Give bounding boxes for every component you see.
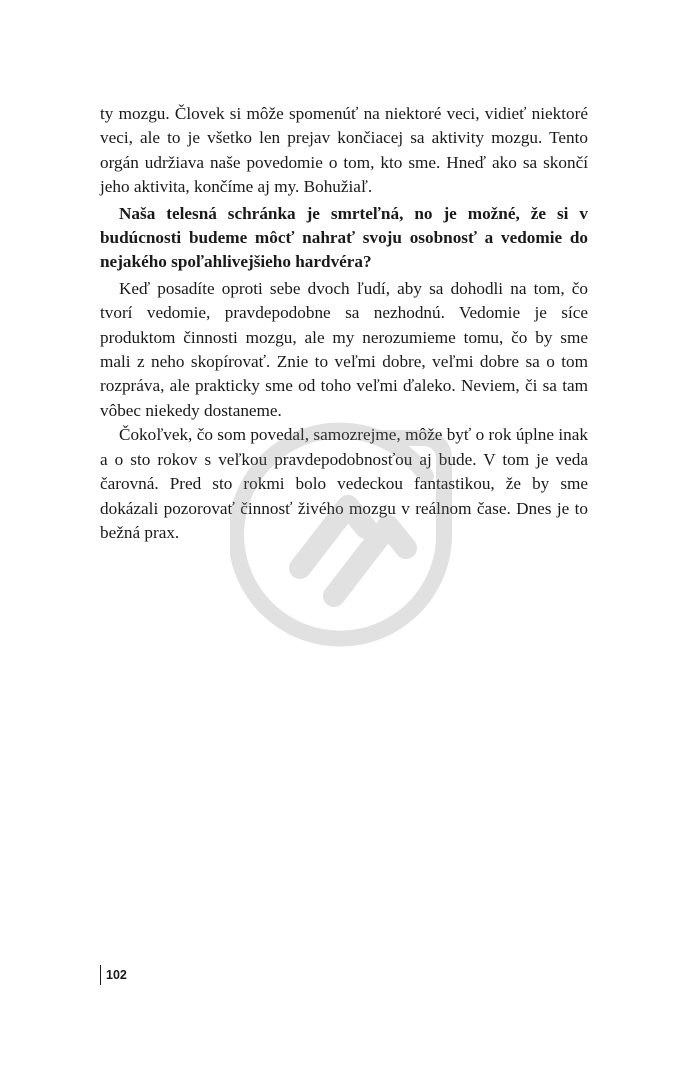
paragraph-answer-continued: Čokoľvek, čo som povedal, samozrejme, môže byť o rok úplne inak a o sto rokov s veľkou pravdepodobnosťou aj bude. V tom je veda čarovná. Pred sto rokmi bolo vedeckou fantastikou, že by sme dokázali pozorovať činnosť živého mozgu v reálnom čase. Dnes je to bežná prax. <box>100 425 588 542</box>
body-text <box>100 102 588 545</box>
interview-question: Naša telesná schránka je smrteľná, no je možné, že si v budúcnosti budeme môcť nahrať svoju osobnosť a vedomie do nejakého spoľahlivejšieho hardvéra? <box>100 203 588 272</box>
paragraph-answer: Keď posadíte oproti sebe dvoch ľudí, aby sa dohodli na tom, čo tvorí vedomie, pravdepodobne sa nezhodnú. Vedomie je síce produktom činnosti mozgu, ale my nerozumieme tomu, čo by sme mali z neho skopírovať. Znie to veľmi dobre, veľmi dobre sa o tom rozpráva, ale prakticky sme od toho veľmi ďaleko. Neviem, či sa tam vôbec niekedy dostaneme. <box>100 278 588 420</box>
paragraph-continuation: ty mozgu. Človek si môže spomenúť na niektoré veci, vidieť niektoré veci, ale to je všetko len prejav končiacej sa aktivity mozgu. Tento orgán udržiava naše povedomie o tom, kto sme. Hneď ako sa skončí jeho aktivita, končíme aj my. Bohužiaľ. <box>100 104 588 197</box>
page-number: 102 <box>100 965 127 985</box>
